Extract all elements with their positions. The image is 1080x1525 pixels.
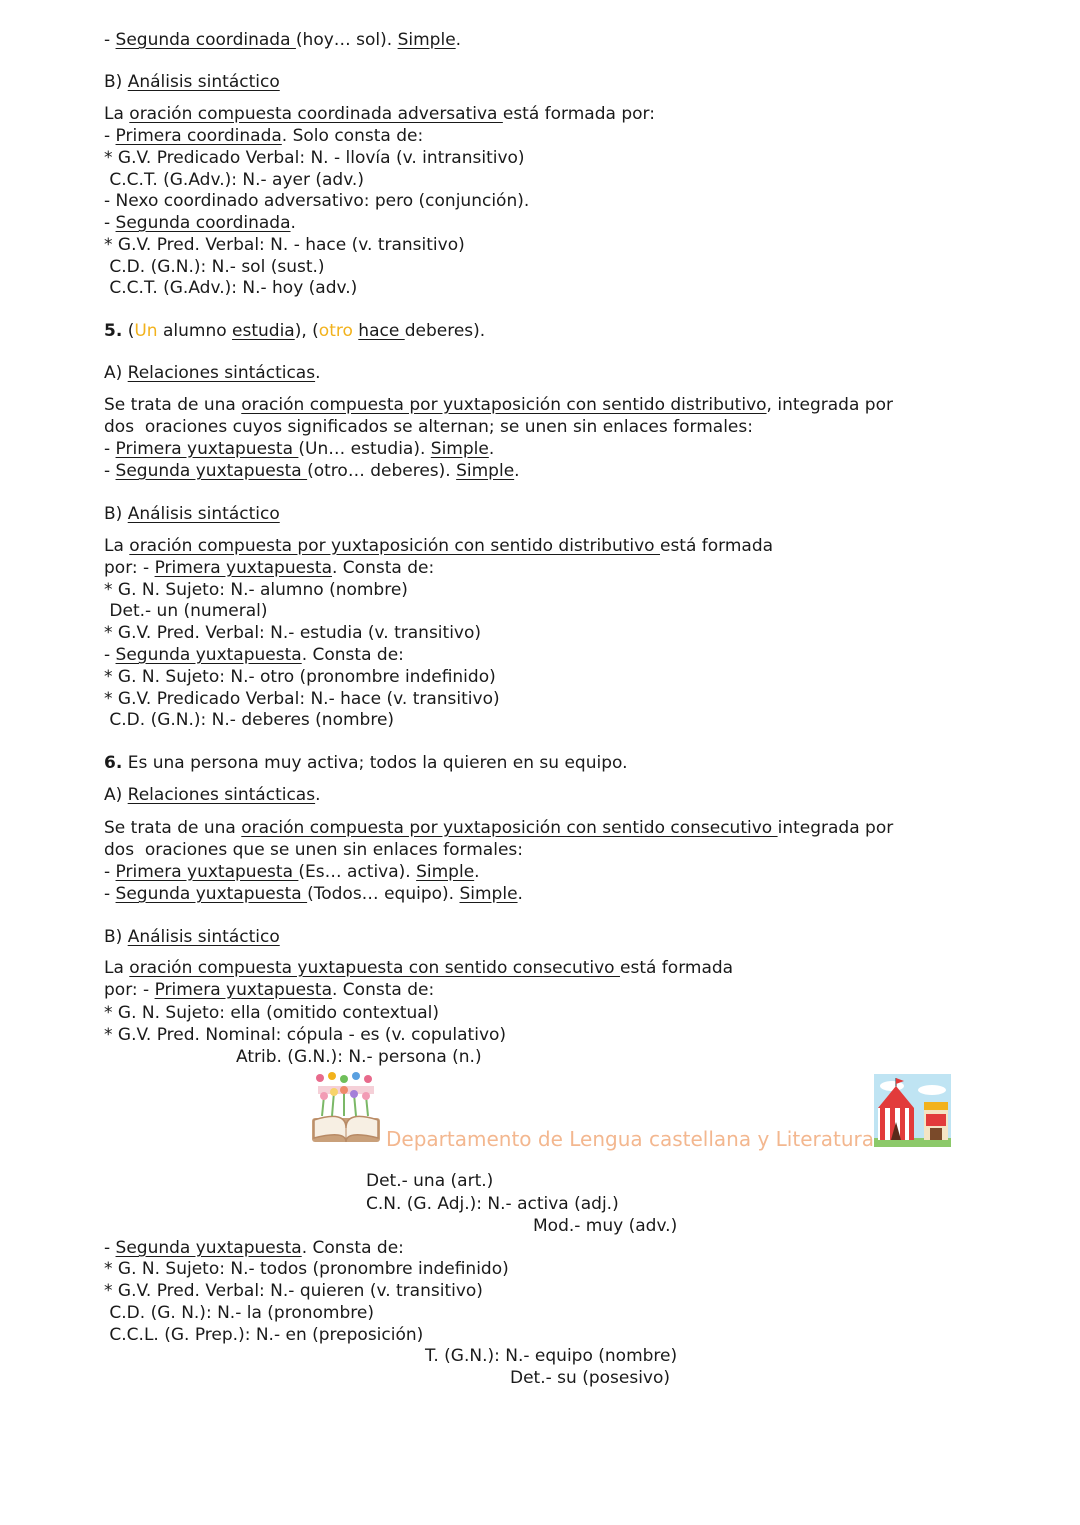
- text-line: - Primera yuxtapuesta (Es… activa). Simple.: [104, 862, 480, 882]
- text-line: por: - Primera yuxtapuesta. Consta de:: [104, 558, 435, 578]
- text-line: - Segunda coordinada.: [104, 213, 296, 233]
- text-line: * G. N. Sujeto: N.- otro (pronombre indefinido): [104, 667, 496, 687]
- text-line: * G.V. Pred. Nominal: cópula - es (v. copulativo): [104, 1025, 507, 1045]
- department-footer: Departamento de Lengua castellana y Literatura: [386, 1127, 874, 1151]
- text-line: Se trata de una oración compuesta por yuxtaposición con sentido distributivo, integrada por: [104, 395, 893, 415]
- text-line: Mod.- muy (adv.): [533, 1216, 678, 1236]
- text-line: C.N. (G. Adj.): N.- activa (adj.): [366, 1194, 619, 1214]
- book-logo-icon: [310, 1070, 382, 1146]
- section-heading: B) Análisis sintáctico: [104, 72, 280, 92]
- example-sentence: 6. Es una persona muy activa; todos la quieren en su equipo.: [104, 753, 628, 773]
- text-line: - Primera yuxtapuesta (Un… estudia). Simple.: [104, 439, 495, 459]
- text-line: C.D. (G.N.): N.- deberes (nombre): [104, 710, 395, 730]
- text-line: - Nexo coordinado adversativo: pero (conjunción).: [104, 191, 530, 211]
- text-line: Se trata de una oración compuesta por yuxtaposición con sentido consecutivo integrada por: [104, 818, 894, 838]
- section-heading: A) Relaciones sintácticas.: [104, 363, 321, 383]
- text-line: dos oraciones que se unen sin enlaces formales:: [104, 840, 523, 860]
- text-line: Det.- una (art.): [366, 1171, 494, 1191]
- text-line: C.D. (G.N.): N.- sol (sust.): [104, 257, 325, 277]
- example-sentence: 5. (Un alumno estudia), (otro hace deberes).: [104, 321, 486, 341]
- text-line: por: - Primera yuxtapuesta. Consta de:: [104, 980, 435, 1000]
- text-line: - Segunda yuxtapuesta. Consta de:: [104, 645, 404, 665]
- text-line: La oración compuesta por yuxtaposición con sentido distributivo está formada: [104, 536, 774, 556]
- text-line: * G. N. Sujeto: ella (omitido contextual): [104, 1003, 440, 1023]
- text-line: La oración compuesta yuxtapuesta con sentido consecutivo está formada: [104, 958, 734, 978]
- text-line: - Segunda yuxtapuesta. Consta de:: [104, 1238, 404, 1258]
- text-line: * G.V. Predicado Verbal: N. - llovía (v. intransitivo): [104, 148, 525, 168]
- text-line: * G.V. Pred. Verbal: N. - hace (v. transitivo): [104, 235, 465, 255]
- text-line: * G.V. Pred. Verbal: N.- quieren (v. transitivo): [104, 1281, 483, 1301]
- circus-tent-icon: [874, 1074, 951, 1147]
- text-line: * G. N. Sujeto: N.- todos (pronombre indefinido): [104, 1259, 509, 1279]
- text-line: - Segunda coordinada (hoy… sol). Simple.: [104, 30, 462, 50]
- text-line: Det.- un (numeral): [104, 601, 268, 621]
- text-line: - Segunda yuxtapuesta (otro… deberes). Simple.: [104, 461, 520, 481]
- text-line: C.C.L. (G. Prep.): N.- en (preposición): [104, 1325, 424, 1345]
- text-line: C.C.T. (G.Adv.): N.- ayer (adv.): [104, 170, 364, 190]
- text-line: Det.- su (posesivo): [510, 1368, 671, 1388]
- text-line: - Segunda yuxtapuesta (Todos… equipo). Simple.: [104, 884, 523, 904]
- text-line: C.D. (G. N.): N.- la (pronombre): [104, 1303, 374, 1323]
- text-line: Atrib. (G.N.): N.- persona (n.): [236, 1047, 482, 1067]
- section-heading: A) Relaciones sintácticas.: [104, 785, 321, 805]
- text-line: * G.V. Predicado Verbal: N.- hace (v. transitivo): [104, 689, 500, 709]
- text-line: * G.V. Pred. Verbal: N.- estudia (v. transitivo): [104, 623, 482, 643]
- text-line: dos oraciones cuyos significados se alternan; se unen sin enlaces formales:: [104, 417, 753, 437]
- text-line: C.C.T. (G.Adv.): N.- hoy (adv.): [104, 278, 358, 298]
- section-heading: B) Análisis sintáctico: [104, 504, 280, 524]
- section-heading: B) Análisis sintáctico: [104, 927, 280, 947]
- text-line: - Primera coordinada. Solo consta de:: [104, 126, 424, 146]
- text-line: La oración compuesta coordinada adversativa está formada por:: [104, 104, 655, 124]
- text-line: * G. N. Sujeto: N.- alumno (nombre): [104, 580, 408, 600]
- text-line: T. (G.N.): N.- equipo (nombre): [425, 1346, 678, 1366]
